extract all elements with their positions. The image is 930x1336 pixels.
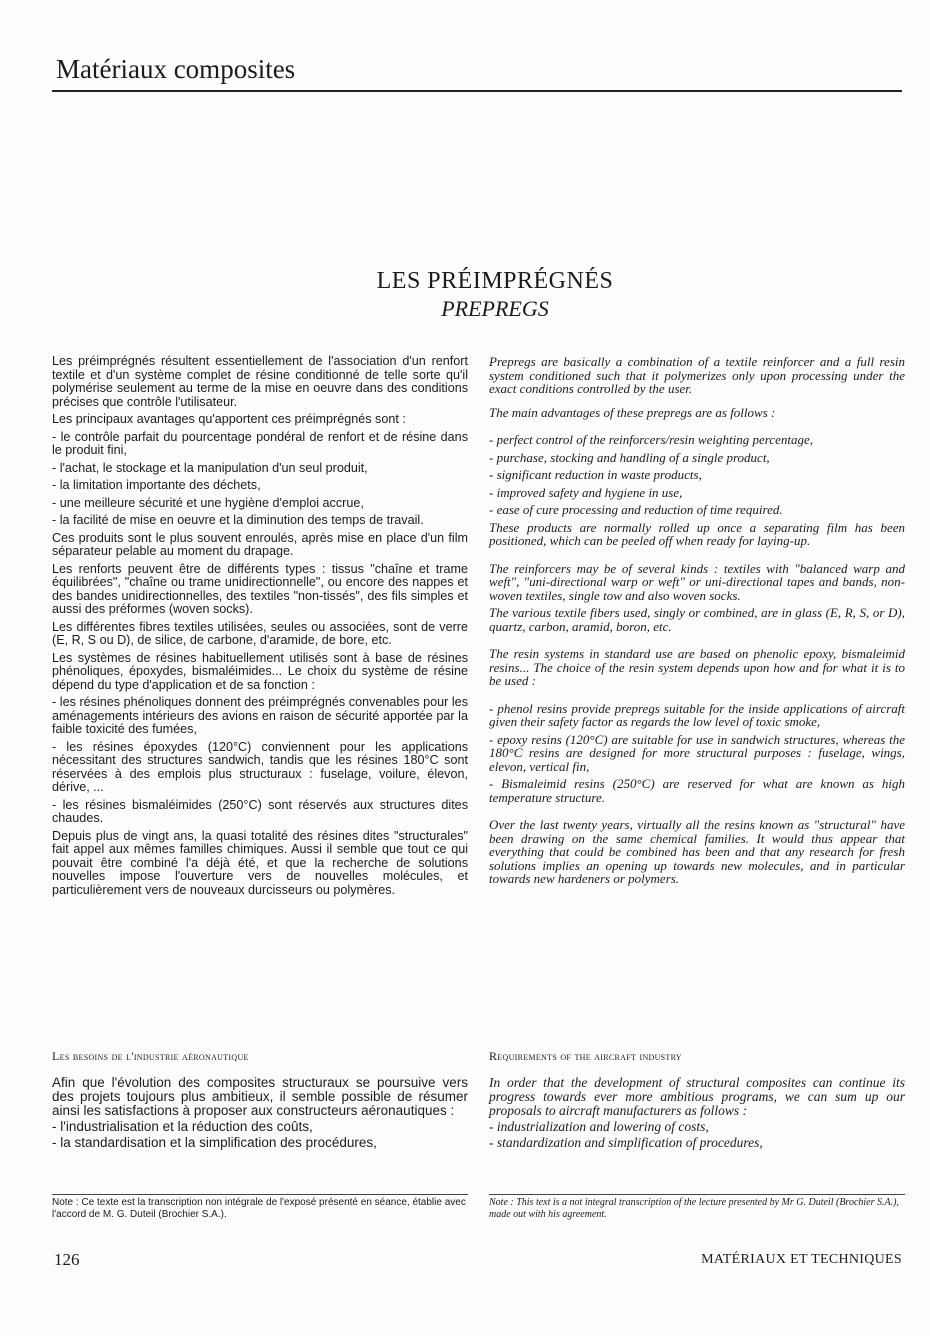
journal-name: MATÉRIAUX ET TECHNIQUES [701,1252,902,1267]
fr-paragraph: Ces produits sont le plus souvent enroulés, après mise en place d'un film séparateur pelable au moment du drapage. [52,530,468,558]
en-paragraph: In order that the development of structural composites can continue its progress towards ever more ambitious programs, we can sum up our proposals to aircraft manufacturers as follows : [489,1074,905,1118]
en-paragraph: Over the last twenty years, virtually all the resins known as "structural" have been drawing on the same chemical families. It would thus appear that everything that could be combined has been and that any research for fresh solutions implies an opening up towards new molecules, and in particular towards new hardeners or polymers. [489,817,905,886]
fr-list-item: - une meilleure sécurité et une hygiène d'emploi accrue, [52,495,364,510]
fr-paragraph: Les principaux avantages qu'apportent ces préimprégnés sont : [52,412,406,426]
en-paragraph: The reinforcers may be of several kinds : textiles with "balanced warp and weft", "uni-directional warp or weft" or uni-directional tapes and bands, non-woven textiles, single tow and also woven socks. [489,560,905,603]
fr-list-item: - les résines bismaléimides (250°C) sont réservés aux structures dites chaudes. [52,797,468,825]
en-paragraph: Prepregs are basically a combination of a textile reinforcer and a full resin system conditioned such that it polymerizes only upon processing under the exact conditions controlled by the user. [489,354,905,396]
english-column [489,355,905,890]
section-fr [52,1050,468,1152]
fr-paragraph: Les différentes fibres textiles utilisées, seules ou associées, sont de verre (E, R, S ou D), de silice, de carbone, d'aramide, de bore, etc. [52,619,468,647]
header-rule [52,90,902,92]
en-list-item: - ease of cure processing and reduction of time required. [489,502,783,517]
en-paragraph: The various textile fibers used, singly or combined, are in glass (E, R, S, or D), quartz, carbon, aramid, boron, etc. [489,605,905,634]
en-list-item: - phenol resins provide prepregs suitable for the inside applications of aircraft given their safety factor as regards the low level of toxic smoke, [489,700,905,729]
en-list-item: - Bismaleimid resins (250°C) are reserved for what are known as high temperature structure. [489,776,905,805]
section-heading-en: Requirements of the aircraft industry [489,1049,682,1063]
fr-list-item: - le contrôle parfait du pourcentage pondéral de renfort et de résine dans le produit fini, [52,429,468,457]
en-list-item: - significant reduction in waste products, [489,467,702,482]
en-list-item: - industrialization and lowering of costs, [489,1118,709,1134]
page-number: 126 [54,1250,80,1269]
fr-list-item: - l'industrialisation et la réduction des coûts, [52,1118,313,1134]
en-list-item: - improved safety and hygiene in use, [489,484,683,500]
section-heading-fr: Les besoins de l'industrie aéronautique [52,1049,249,1063]
fr-list-item: - la limitation importante des déchets, [52,478,261,492]
fr-list-item: - les résines phénoliques donnent des préimprégnés convenables pour les aménagements intérieurs des avions en raison de sécurité apportée par la faible toxicité des fumées, [52,695,468,736]
article-title-fr: LES PRÉIMPRÉGNÉS [376,268,614,294]
en-paragraph: These products are normally rolled up once a separating film has been positioned, which can be peeled off when ready for laying-up. [489,519,905,548]
fr-paragraph: Les renforts peuvent être de différents types : tissus "chaîne et trame équilibrées", "chaîne ou trame unidirectionnelle", ou encore des nappes et des bandes unidirectionnelles, des textiles "non-tissés", des fils simples et aussi des préformes (woven socks). [52,561,468,616]
running-header: Matériaux composites [56,54,296,84]
en-paragraph: The resin systems in standard use are based on phenolic epoxy, bismaleimid resins... The choice of the resin system depends upon how and for what it is to be used : [489,646,905,688]
footnote-fr: Note : Ce texte est la transcription non intégrale de l'exposé présenté en séance, établie avec l'accord de M. G. Duteil (Brochier S.A.). [52,1194,468,1221]
en-list-item: - perfect control of the reinforcers/resin weighting percentage, [489,432,813,447]
fr-list-item: - l'achat, le stockage et la manipulation d'un seul produit, [52,460,368,475]
fr-paragraph: Les préimprégnés résultent essentiellement de l'association d'un renfort textile et d'un système complet de résine conditionné de telle sorte qu'il polymérise seulement au terme de la mise en oeuvre dans des conditions précises que contrôle l'utilisateur. [52,354,468,409]
french-column [52,355,468,901]
footnote-en: Note : This text is a not integral transcription of the lecture presented by Mr G. Duteil (Brochier S.A.), made out with his agreement. [489,1194,905,1221]
fr-paragraph: Depuis plus de vingt ans, la quasi totalité des résines dites "structurales" fait appel aux mêmes familles chimiques. Aussi il semble que tout ce qui pouvait être combiné l'a déjà été, et que la recherche de solutions nouvelles impose l'ouverture vers de nouvelles molécules, et particulièrement vers de nouveaux durcisseurs ou polymères. [52,828,468,897]
section-en [489,1050,905,1152]
article-title-en: PREPREGS [441,296,549,321]
fr-paragraph: Les systèmes de résines habituellement utilisés sont à base de résines phénoliques, époxydes, bismaléimides... Le choix du système de résine dépend du type d'application et de sa fonction : [52,650,468,692]
fr-list-item: - les résines époxydes (120°C) conviennent pour les applications nécessitant des structures sandwich, tandis que les résines 180°C sont réservées à des emplois plus structuraux : fuselage, voilure, élevon, dérive, ... [52,739,468,794]
fr-list-item: - la standardisation et la simplification des procédures, [52,1134,377,1150]
en-list-item: - epoxy resins (120°C) are suitable for use in sandwich structures, whereas the 180°C resins are designed for more structural purposes : fuselage, wings, elevon, vertical fin, [489,731,905,774]
fr-list-item: - la facilité de mise en oeuvre et la diminution des temps de travail. [52,513,424,527]
en-list-item: - standardization and simplification of procedures, [489,1134,763,1150]
en-list-item: - purchase, stocking and handling of a single product, [489,449,770,465]
fr-paragraph: Afin que l'évolution des composites structuraux se poursuive vers des projets toujours plus ambitieux, il semble possible de résumer ainsi les satisfactions à proposer aux constructeurs aéronautiques : [52,1074,468,1118]
en-paragraph: The main advantages of these prepregs are as follows : [489,404,776,420]
